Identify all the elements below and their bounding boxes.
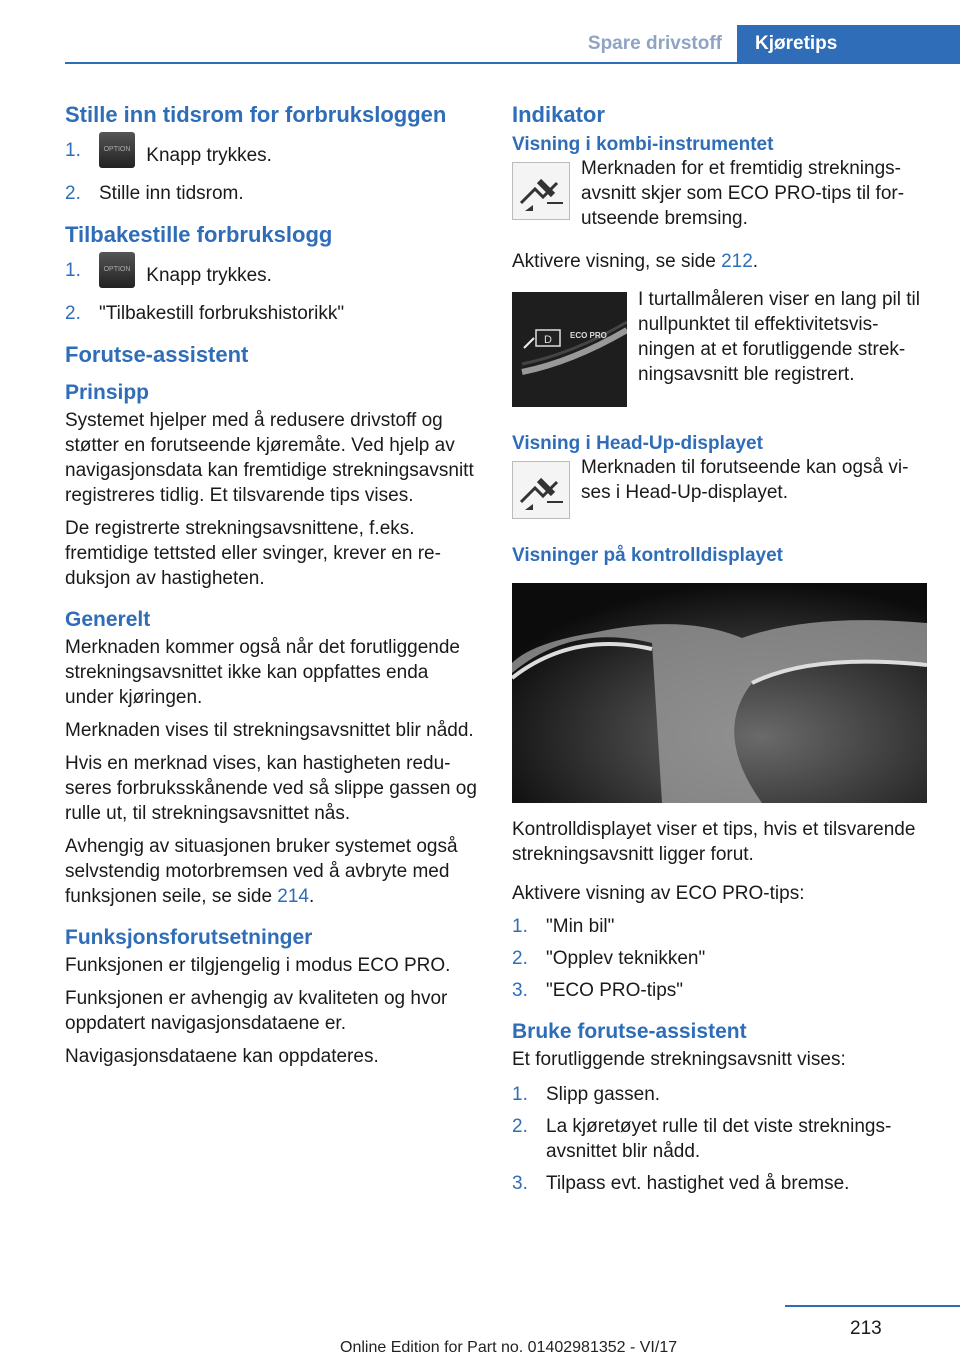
list-item: 1. OPTION Knapp trykkes. (65, 138, 480, 174)
page-number: 213 (850, 1318, 882, 1339)
paragraph: Funksjonen er tilgjengelig i modus ECO PRO. (65, 955, 451, 976)
heading-assistant: Forutse-assistent (65, 342, 249, 367)
road-curve-warning-icon (512, 162, 570, 220)
paragraph: Aktivere visning, se side 212. (512, 251, 759, 272)
heading-reset-log: Tilbakestille forbrukslogg (65, 222, 333, 247)
paragraph: Navigasjonsdataene kan oppdateres. (65, 1046, 379, 1067)
eco-pro-label: ECO PRO (570, 331, 607, 340)
paragraph: Aktivere visning av ECO PRO-tips: (512, 883, 805, 904)
page-link-212[interactable]: 212 (721, 251, 753, 272)
road-curve-warning-icon (512, 461, 570, 519)
indicator-note: Merknaden for et fremtidig strekningsavsnitt skjer som ECO PRO-tips til forutseende bremsing. (581, 158, 905, 229)
subheading-general: Generelt (65, 608, 151, 631)
heading-consumption-period: Stille inn tidsrom for forbruksloggen (65, 102, 447, 127)
paragraph: Kontrolldisplayet viser et tips, hvis et tilsvarende strekningsavsnitt ligger forut. (512, 819, 916, 865)
option-button-icon: OPTION (99, 252, 135, 288)
paragraph: Systemet hjelper med å redusere drivstoff og støtter en forutseende kjøremåte. Ved hjelp av navigasjonsdata kan fremtidige strekningsavsnitt registreres tidlig. Et tilsvarende tips vises. (65, 410, 474, 506)
page-link-214[interactable]: 214 (277, 886, 309, 907)
list-eco-pro-steps (512, 914, 927, 1003)
list-reset-log (65, 258, 480, 326)
paragraph: Merknaden kommer også når det forutliggende strekningsavsnittet ikke kan oppfattes enda under kjøringen. (65, 637, 461, 708)
list-use-steps (512, 1082, 927, 1196)
tachometer-note: I turtallmåleren viser en lang pil til nullpunktet til effektivitetsvisningen at et forutliggende strekningsavsnitt ble registrert. (638, 289, 920, 385)
paragraph: Hvis en merknad vises, kan hastigheten reduseres forbruksskånende ved så slippe gassen og rulle ut, til strekningsavsnittet nås. (65, 753, 477, 824)
paragraph: Et forutliggende strekningsavsnitt vises: (512, 1049, 846, 1070)
heading-indicator: Indikator (512, 102, 605, 127)
head-up-note: Merknaden til forutseende kan også vises i Head-Up-displayet. (581, 457, 909, 503)
list-consumption-period (65, 138, 480, 206)
paragraph: Merknaden vises til strekningsavsnittet blir nådd. (65, 720, 474, 741)
paragraph: De registrerte strekningsavsnittene, f.eks. fremtidige tettsted eller svinger, krever en reduksjon av hastigheten. (65, 518, 441, 589)
paragraph: Avhengig av situasjonen bruker systemet også selvstendig motorbremsen ved å avbryte med funksjonen seile, se side 214. (65, 836, 458, 907)
header-chapter-tab: Kjøretips (737, 25, 960, 62)
list-item: 2. La kjøretøyet rulle til det viste strekningsavsnittet blir nådd. (512, 1116, 892, 1162)
tachometer-image (512, 292, 627, 407)
subheading-head-up: Visning i Head-Up-displayet (512, 433, 763, 454)
list-item: 2. "Opplev teknikken" (512, 948, 706, 969)
list-item: 1. "Min bil" (512, 916, 615, 937)
footer-rule (785, 1305, 960, 1307)
control-display-image (512, 583, 927, 803)
list-item: 2. Stille inn tidsrom. (65, 183, 244, 204)
option-button-icon: OPTION (99, 132, 135, 168)
list-item: 3. Tilpass evt. hastighet ved å bremse. (512, 1173, 850, 1194)
paragraph: Funksjonen er avhengig av kvaliteten og hvor oppdatert navigasjonsdataene er. (65, 988, 448, 1034)
heading-use-assistant: Bruke forutse-assistent (512, 1020, 747, 1043)
list-item: 1. Slipp gassen. (512, 1084, 661, 1105)
subheading-instrument-cluster: Visning i kombi-instrumentet (512, 134, 774, 155)
list-item: 3. "ECO PRO-tips" (512, 980, 684, 1001)
right-column (512, 100, 927, 1206)
left-column (65, 100, 480, 1077)
list-item: 1. OPTION Knapp trykkes. (65, 258, 480, 294)
footer-edition: Online Edition for Part no. 01402981352 - VI/17 (340, 1339, 678, 1356)
subheading-principle: Prinsipp (65, 381, 150, 404)
subheading-requirements: Funksjonsforutsetninger (65, 926, 313, 949)
subheading-control-display: Visninger på kontrolldisplayet (512, 545, 783, 566)
header-section-tab: Spare drivstoff (587, 33, 722, 54)
header-rule (65, 62, 960, 64)
list-item: 2. "Tilbakestill forbrukshistorikk" (65, 303, 345, 324)
gear-indicator-d: D (544, 334, 552, 346)
